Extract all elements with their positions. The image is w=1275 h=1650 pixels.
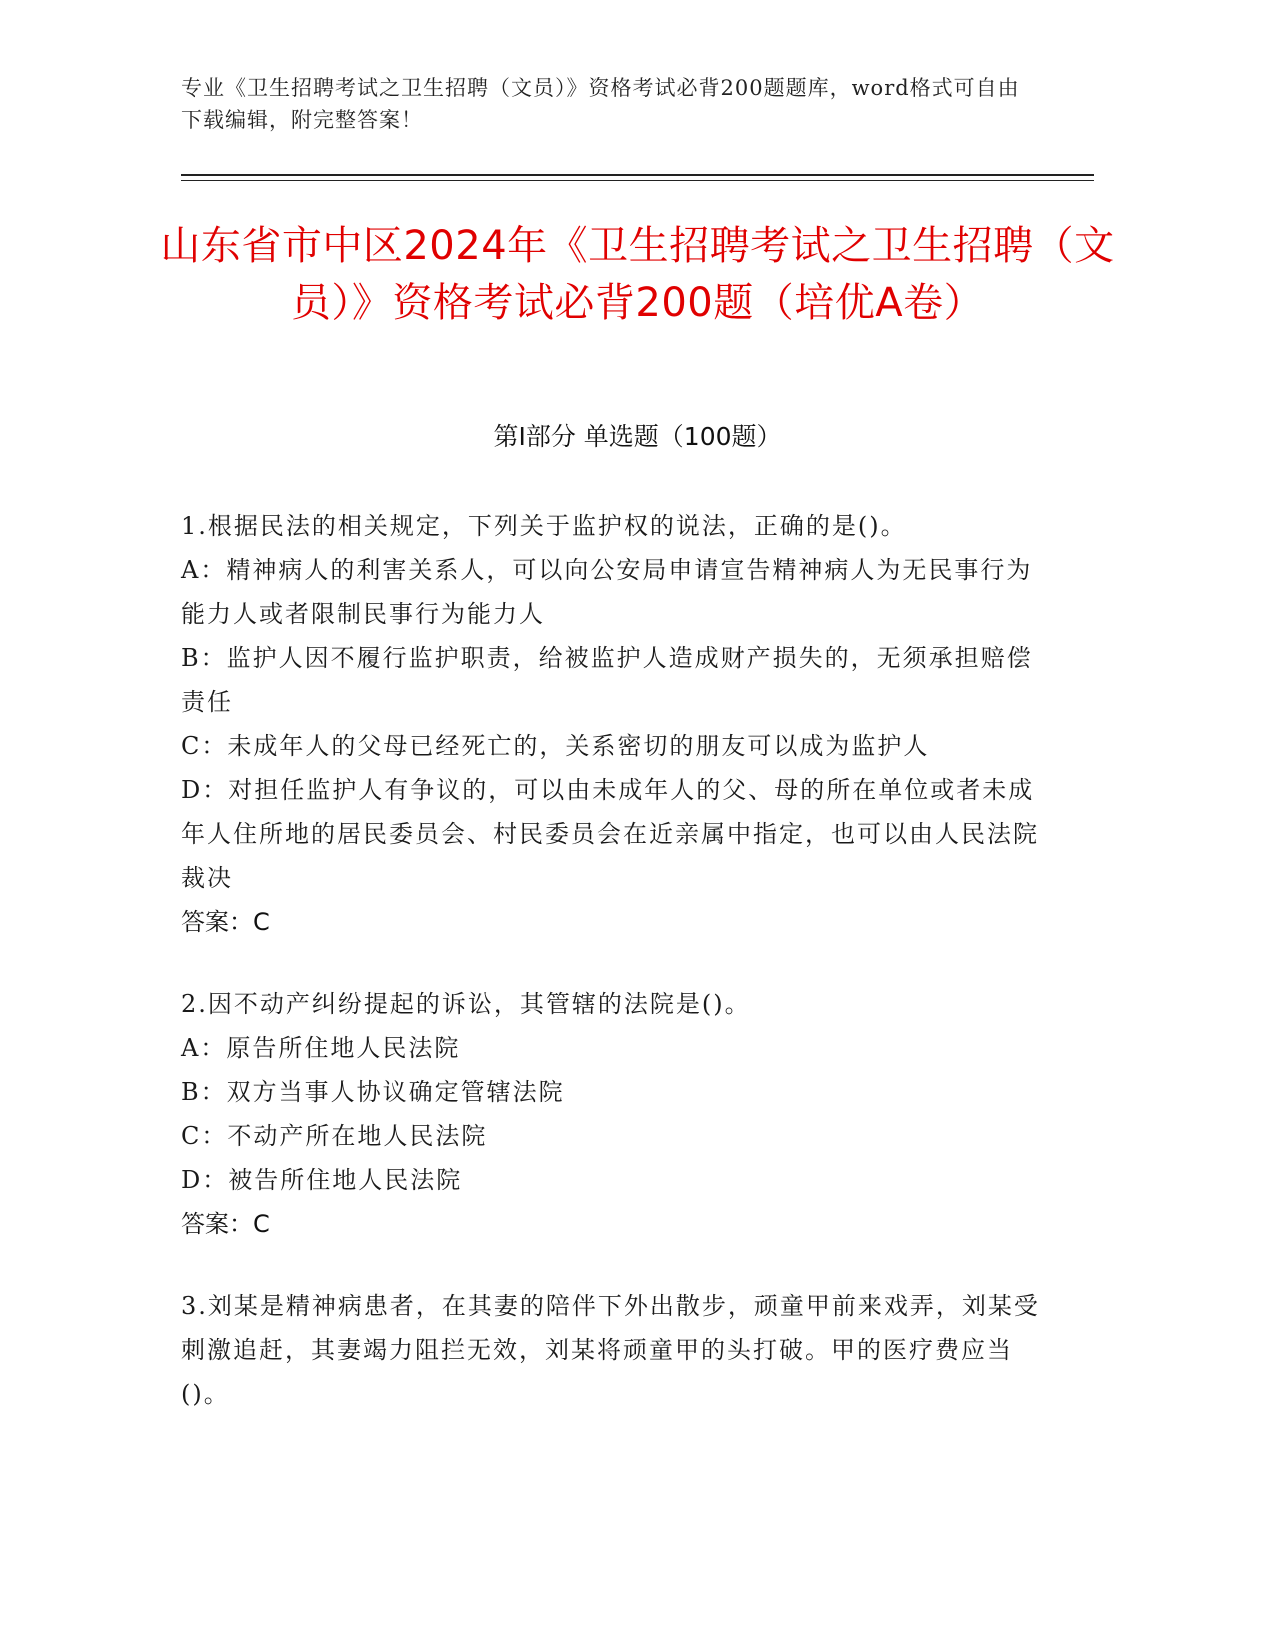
header-note: 专业《卫生招聘考试之卫生招聘（文员）》资格考试必背200题题库，word格式可自由下载编辑，附完整答案！ [181,76,1020,132]
header-divider-thin [181,180,1094,181]
option-d: D：对担任监护人有争议的，可以由未成年人的父、母的所在单位或者未成年人住所地的居民委员会、村民委员会在近亲属中指定，也可以由人民法院裁决 [181,776,1039,892]
question-3 [181,1284,1041,1416]
option-c: C：不动产所在地人民法院 [181,1122,488,1150]
question-stem: 2.因不动产纠纷提起的诉讼，其管辖的法院是()。 [181,990,751,1018]
answer-line: 答案：C [181,908,270,936]
question-stem: 3.刘某是精神病患者，在其妻的陪伴下外出散步，顽童甲前来戏弄，刘某受刺激追赶，其妻竭力阻拦无效，刘某将顽童甲的头打破。甲的医疗费应当()。 [181,1292,1040,1408]
section-heading: 第I部分 单选题（100题） [493,422,782,451]
option-a: A：精神病人的利害关系人，可以向公安局申请宣告精神病人为无民事行为能力人或者限制民事行为能力人 [181,556,1033,628]
question-2 [181,982,1041,1246]
document-title: 山东省市中区2024年《卫生招聘考试之卫生招聘（文员）》资格考试必背200题（培优A卷） [160,223,1115,326]
answer-line: 答案：C [181,1210,270,1238]
option-c: C：未成年人的父母已经死亡的，关系密切的朋友可以成为监护人 [181,732,930,760]
header-divider-thick [181,174,1094,176]
option-a: A：原告所住地人民法院 [181,1034,461,1062]
option-b: B：双方当事人协议确定管辖法院 [181,1078,565,1106]
question-1 [181,504,1041,944]
option-b: B：监护人因不履行监护职责，给被监护人造成财产损失的，无须承担赔偿责任 [181,644,1033,716]
option-d: D：被告所住地人民法院 [181,1166,463,1194]
question-stem: 1.根据民法的相关规定，下列关于监护权的说法，正确的是()。 [181,512,907,540]
question-list [181,504,1041,1454]
